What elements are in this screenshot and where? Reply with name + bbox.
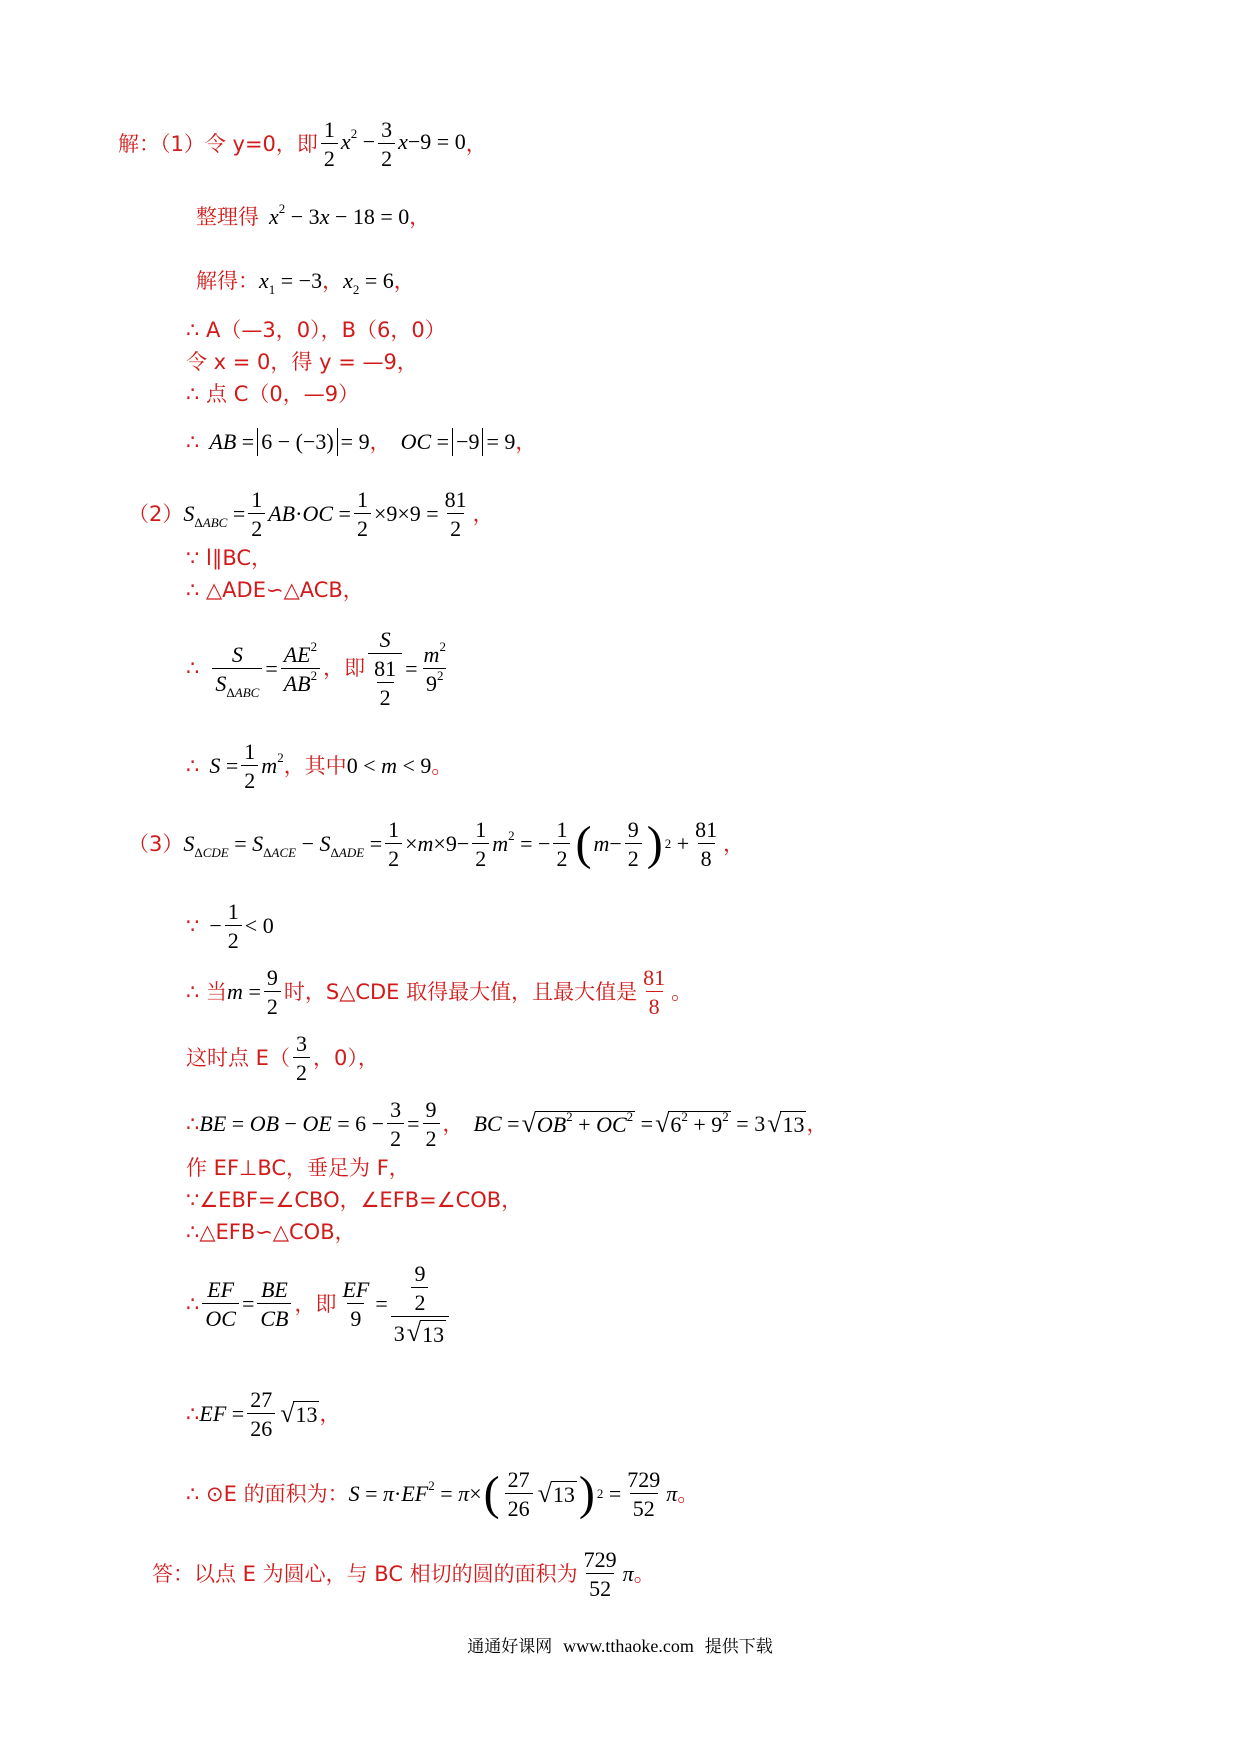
perpendicular-line: 作 EF⊥BC，垂足为 F， xyxy=(186,1156,410,1180)
answer-text: 答：以点 E 为圆心，与 BC 相切的圆的面积为 xyxy=(152,1561,578,1586)
point-e-line: 这时点 E（ $\frac{3}{2}$ ，0）， xyxy=(186,1031,379,1086)
solve-line: 解得： $x_1 = -3$ ， $x_2 = 6$ ， xyxy=(196,268,415,297)
footer xyxy=(0,1632,1240,1657)
part3-area-line: （3） $S_{\Delta CDE} = S_{\Delta ACE} - S_{\Delta ADE}$ = $\frac{1}{2}$ ×m×9− $\frac{1}{2}$ $m^2$ = − $\frac{1}{2}$ ( m − $\frac{9}{2}$ ) 2 + $\frac{81}{8}$ ， xyxy=(128,817,745,872)
part1-intro-line: 解：（1）令 y=0，即 $\frac{1}{2}$ $x^2$ − $\frac{3}{2}$ x−9 = 0 ， xyxy=(118,117,487,172)
solve-label: 解得： xyxy=(196,268,259,293)
be-bc-line: ∴ BE = OB − OE = 6 − $\frac{3}{2}$ = $\frac{9}{2}$ ， BC = √ $OB^2 + OC^2$ = √ $6^2 + 9^2$ = 3 √ 13 ， xyxy=(186,1097,828,1152)
parallel-line: ∵ l∥BC， xyxy=(186,546,273,570)
negative-half-line: ∵ − $\frac{1}{2}$ < 0 xyxy=(186,899,274,954)
part2-area-line: （2） $S_{\Delta ABC}$ = $\frac{1}{2}$ AB · OC = $\frac{1}{2}$ ×9×9 = $\frac{81}{2}$ ， xyxy=(128,487,494,542)
ab-oc-line: ∴ AB = 6 − (−3) = 9 ， OC = −9 = 9 ， xyxy=(186,429,537,454)
let-x-zero: 令 x = 0，得 y = —9， xyxy=(186,350,418,374)
part3-label: （3） xyxy=(128,831,184,856)
ratio-line: ∴ $\frac{S}{S_{\Delta ABC}}$ = $\frac{AE^2}{AB^2}$ ，即 $\frac{S}{\frac{81}{2}}$ = $\frac{m^2}{9^2}$ xyxy=(186,627,446,711)
similar-efb-cob: ∴△EFB∽△COB， xyxy=(186,1220,356,1244)
part1-intro-label: 解：（1）令 y=0，即 xyxy=(118,131,318,156)
part2-label: （2） xyxy=(128,501,184,526)
footer-url: www.tthaoke.com xyxy=(563,1636,694,1656)
point-c: ∴ 点 C（0，—9） xyxy=(186,382,360,406)
ef-ratio-line: ∴ $\frac{EF}{OC}$ = $\frac{BE}{CB}$ ，即 $\frac{EF}{9}$ = $\frac{9}{2}$ 3 √ 13 xyxy=(186,1262,452,1346)
organized-equation: $x^2 - 3x - 18 = 0$ xyxy=(269,201,410,229)
footer-suffix: 提供下载 xyxy=(704,1637,773,1657)
s-formula-line: ∴ S = $\frac{1}{2}$ $m^2$ ，其中 0 < m < 9 。 xyxy=(186,739,453,794)
similar-ade-acb: ∴ △ADE∽△ACB， xyxy=(186,578,364,602)
organize-line: 整理得 $x^2 - 3x - 18 = 0$ ， xyxy=(196,201,431,229)
footer-site-name: 通通好课网 xyxy=(467,1637,553,1657)
organize-label: 整理得 xyxy=(196,204,259,229)
answer-line: 答：以点 E 为圆心，与 BC 相切的圆的面积为 $\frac{729}{52}$ π 。 xyxy=(152,1547,655,1602)
part1-equation: $\frac{1}{2}$ $x^2$ − $\frac{3}{2}$ x−9 = 0 xyxy=(318,118,466,170)
circle-area-line: ∴ ⊙E 的面积为： $S = \pi\cdot EF^2 = \pi\times$ ( $\frac{27}{26}$ √ 13 ) 2 = $\frac{729}{52}$ π 。 xyxy=(186,1467,699,1522)
angles-line: ∵∠EBF=∠CBO，∠EFB=∠COB， xyxy=(186,1188,523,1212)
roots: $x_1 = -3$ xyxy=(259,268,323,297)
max-value-line: ∴ 当 m = $\frac{9}{2}$ 时，S△CDE 取得最大值，且最大值是 $\frac{81}{8}$ 。 xyxy=(186,965,693,1020)
points-ab: ∴ A（—3，0），B（6，0） xyxy=(186,318,446,342)
ef-value-line: ∴ EF = $\frac{27}{26}$ √ 13 ， xyxy=(186,1387,341,1442)
